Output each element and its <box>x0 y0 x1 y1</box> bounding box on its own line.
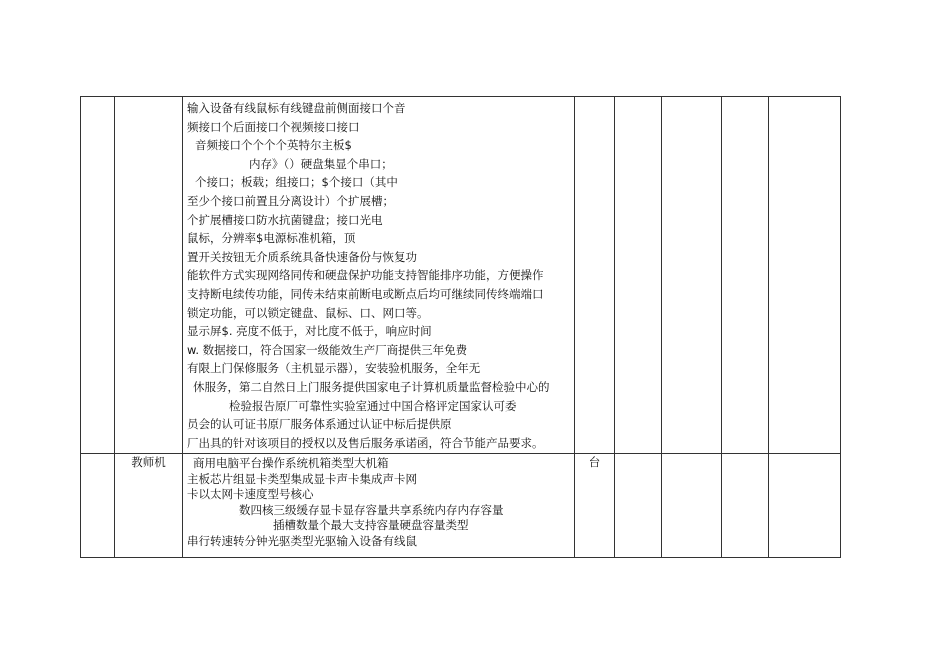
spec-line: 输入设备有线鼠标有线键盘前侧面接口个音 <box>187 101 406 115</box>
spec-line: 有限上门保修服务（主机显示器），安装验机服务，全年无 <box>187 361 481 376</box>
spec-line: 置开关按钮无介质系统具备快速备份与恢复功 <box>187 249 417 264</box>
total-cell <box>722 454 769 558</box>
spec-line: 频接口个后面接口个视频接口接口 <box>187 119 360 134</box>
spec-line: 商用电脑平台操作系统机箱类型大机箱 <box>193 456 389 470</box>
index-cell <box>81 454 115 558</box>
spec-line: 卡以太网卡速度型号核心 <box>187 487 314 502</box>
quantity-cell <box>615 97 662 454</box>
name-cell <box>115 97 183 454</box>
quantity-cell <box>615 454 662 558</box>
spec-line: 串行转速转分钟光驱类型光驱输入设备有线鼠 <box>187 533 417 548</box>
spec-line: 插槽数量个最大支持容量硬盘容量类型 <box>273 518 469 533</box>
spec-line: 内存》（）硬盘集显个串口； <box>249 156 393 171</box>
total-cell <box>722 97 769 454</box>
price-cell <box>662 97 722 454</box>
remark-cell <box>769 97 841 454</box>
spec-line: 厂出具的针对该项目的授权以及售后服务承诺函，符合节能产品要求。 <box>187 435 544 450</box>
spec-text <box>183 97 574 452</box>
spec-cell <box>183 97 575 454</box>
item-unit: 台 <box>588 455 601 469</box>
table-row <box>81 97 841 454</box>
spec-line: 个扩展槽接口防水抗菌键盘；接口光电 <box>187 212 383 227</box>
spec-line: 能软件方式实现网络同传和硬盘保护功能支持智能排序功能，方便操作 <box>187 268 544 283</box>
spec-table <box>80 96 841 558</box>
remark-cell <box>769 454 841 558</box>
spec-line: 至少个接口前置且分离设计）个扩展槽； <box>187 193 394 208</box>
spec-line: 休服务，第二自然日上门服务提供国家电子计算机质量监督检验中心的 <box>193 379 550 394</box>
spec-line: 检验报告原厂可靠性实验室通过中国合格评定国家认可委 <box>229 398 517 413</box>
spec-line: 音频接口个个个个英特尔主板$ <box>195 138 352 153</box>
spec-line: 个接口；板载；组接口；$个接口（其中 <box>195 175 398 190</box>
unit-cell <box>575 454 615 558</box>
name-cell <box>115 454 183 558</box>
spec-line: 显示屏$. 亮度不低于，对比度不低于，响应时间 <box>187 324 432 339</box>
spec-line: w. 数据接口，符合国家一级能效生产厂商提供三年免费 <box>187 342 468 357</box>
spec-text <box>183 454 574 550</box>
spec-line: 员会的认可证书原厂服务体系通过认证中标后提供原 <box>187 417 452 432</box>
spec-line: 数四核三级缓存显卡显存容量共享系统内存内存容量 <box>239 502 504 517</box>
spec-line: 支持断电续传功能，同传未结束前断电或断点后均可继续同传终端端口 <box>187 286 544 301</box>
spec-line: 主板芯片组显卡类型集成显卡声卡集成声卡网 <box>187 471 417 486</box>
spec-cell <box>183 454 575 558</box>
spec-line: 鼠标，分辨率$电源标准机箱，顶 <box>187 231 356 246</box>
table-row <box>81 454 841 558</box>
unit-cell <box>575 97 615 454</box>
index-cell <box>81 97 115 454</box>
price-cell <box>662 454 722 558</box>
item-name: 教师机 <box>131 455 166 469</box>
spec-line: 锁定功能，可以锁定键盘、鼠标、口、网口等。 <box>187 305 429 320</box>
